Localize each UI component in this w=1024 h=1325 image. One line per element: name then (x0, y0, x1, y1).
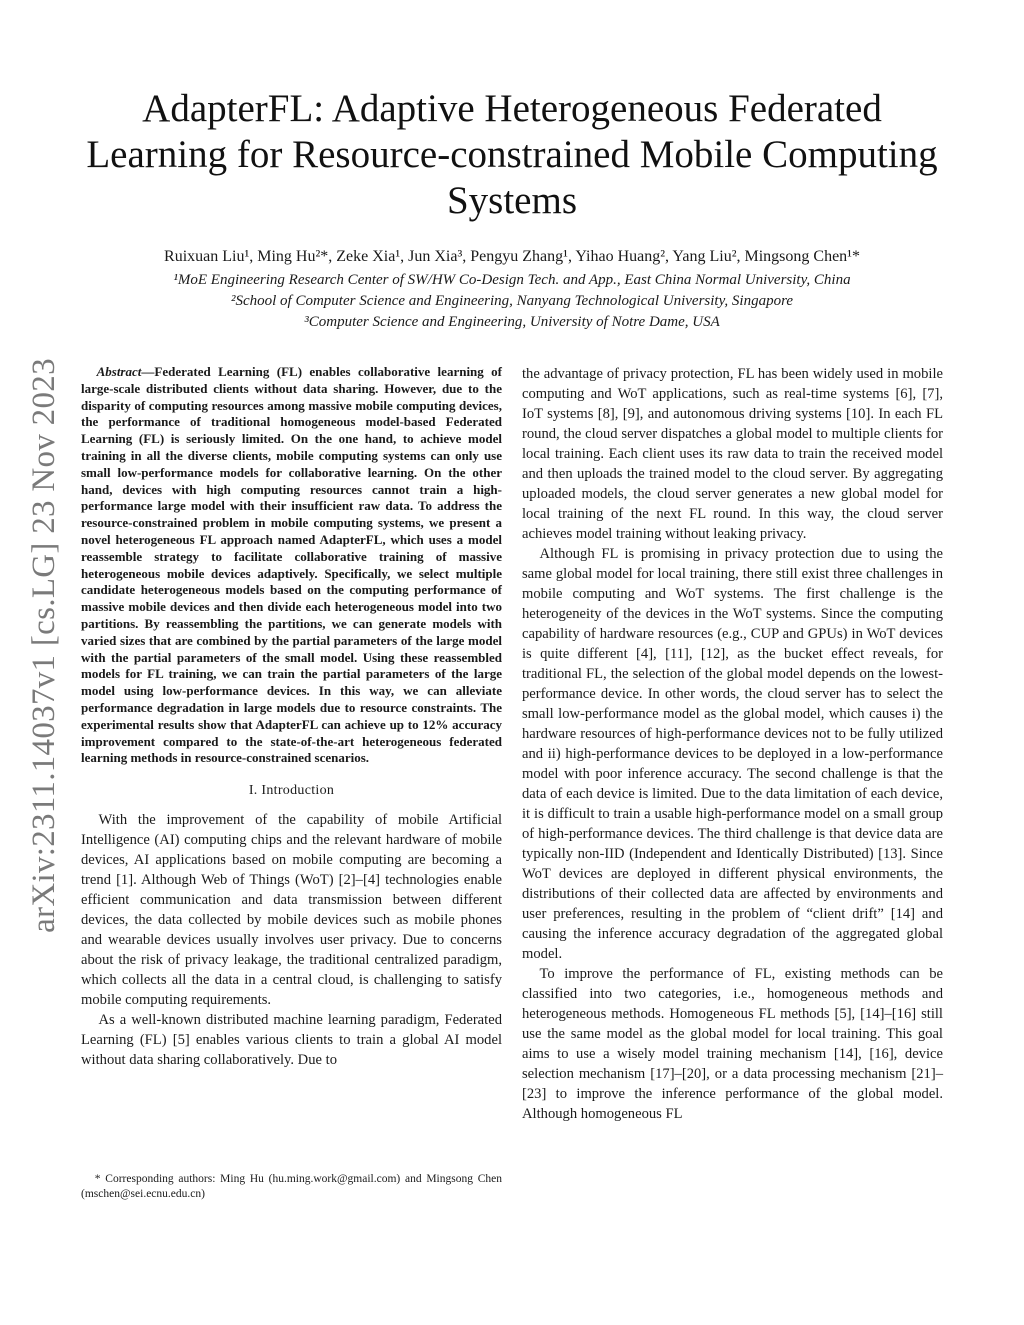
right-column (522, 364, 943, 1124)
arxiv-id-text: arXiv:2311.14037v1 [cs.LG] 23 Nov 2023 (25, 357, 62, 933)
affiliation-1: ¹MoE Engineering Research Center of SW/HW Co-Design Tech. and App., East China Normal University, China (173, 272, 851, 288)
right-paragraph-2: Although FL is promising in privacy protection due to using the same global model for local training, there still exist three challenges in mobile computing and WoT systems. The first challenge is the heterogeneity of the devices in the WoT systems. Since the computing capability of hardware resources (e.g., CUP and GPUs) in WoT devices is quite different [4], [11], [12], as the bucket effect reveals, for traditional FL, the selection of the global model depends on the lowest-performance device. In other words, the cloud server has to select the small low-performance model as the global model, which causes i) the hardware resources of high-performance devices not to be fully utilized and ii) high-performance devices to be deployed in a low-performance model with poor inference accuracy. The second challenge is that the data of each device is limited. Due to the data limitation of each device, it is difficult to train a usable high-performance model on a small group of high-performance devices. The third challenge is that device data are typically non-IID (Independent and Identically Distributed) [13]. Since WoT devices are deployed in different physical environments, the distributions of their collected data are affected by environments and user preferences, resulting in the problem of “client drift” [14] and causing the inference accuracy degradation of the aggregated global model. (522, 546, 943, 962)
intro-paragraph-1: With the improvement of the capability of mobile Artificial Intelligence (AI) computing chips and the relevant hardware of mobile devices, AI applications based on mobile computing are becoming a trend [1]. Although Web of Things (WoT) [2]–[4] technologies enable efficient communication and data transmission between different devices, the data collected by mobile devices such as mobile phones and wearable devices usually involves user privacy. Due to concerns about the risk of privacy leakage, the traditional centralized paradigm, which collects all the data in a central cloud, is challenging to satisfy mobile computing requirements. (81, 812, 502, 1009)
affiliation-2: ²School of Computer Science and Engineering, Nanyang Technological University, Singapore (230, 293, 794, 309)
paper-title: AdapterFL: Adaptive Heterogeneous Federated Learning for Resource-constrained Mobile Computing Systems (86, 87, 938, 222)
abstract-text: —Federated Learning (FL) enables collaborative learning of large-scale distributed clients without data sharing. However, due to the disparity of computing resources among massive mobile computing devices, the performance of traditional homogeneous model-based Federated Learning (FL) is seriously limited. On the one hand, to achieve model training in all the diverse clients, mobile computing systems can only use small low-performance models for collaborative learning. On the other hand, devices with high computing resources cannot train a high-performance large model with their insufficient raw data. To address the resource-constrained problem in mobile computing systems, we present a novel heterogeneous FL approach named AdapterFL, which uses a model reassemble strategy to facilitate collaborative training of massive heterogeneous mobile devices adaptively. Specifically, we select multiple candidate heterogeneous models based on the computing performance of massive mobile devices and then divide each heterogeneous model into two partitions. By reassembling the partitions, we can generate models with varied sizes that are combined by the partial parameters of the large model with the partial parameters of the small model. Using these reassembled models for FL training, we can train the partial parameters of the large model using low-performance devices. In this way, we can alleviate performance degradation in large models due to resource constraints. The experimental results show that AdapterFL can achieve up to 12% accuracy improvement compared to the state-of-the-art heterogeneous federated learning methods in resource-constrained scenarios. (81, 364, 502, 766)
right-paragraph-1: the advantage of privacy protection, FL has been widely used in mobile computing and WoT applications, such as real-time systems [6], [7], IoT systems [8], [9], and autonomous driving systems [10]. In each FL round, the cloud server dispatches a global model to multiple clients for local training. Each client uses its raw data to train the received model and then uploads the trained model to the cloud server. By aggregating uploaded models, the cloud server generates a new global model for local training of the next FL round. In this way, the cloud server achieves model training without leaking privacy. (522, 366, 943, 542)
left-column (81, 364, 502, 1070)
arxiv-identifier (25, 345, 62, 945)
footnote-corresponding-authors: * Corresponding authors: Ming Hu (hu.ming.work@gmail.com) and Mingsong Chen (mschen@sei.ecnu.edu.cn) (81, 1173, 502, 1200)
intro-paragraph-2: As a well-known distributed machine learning paradigm, Federated Learning (FL) [5] enables various clients to train a global AI model without data sharing collaboratively. Due to (81, 1012, 502, 1069)
section-heading-introduction: I. Introduction (248, 783, 335, 799)
affiliation-3: ³Computer Science and Engineering, University of Notre Dame, USA (304, 314, 720, 330)
author-list: Ruixuan Liu¹, Ming Hu²*, Zeke Xia¹, Jun Xia³, Pengyu Zhang¹, Yihao Huang², Yang Liu², Mingsong Chen¹* (164, 248, 860, 265)
abstract (81, 364, 502, 767)
abstract-label: Abstract (96, 364, 142, 379)
right-paragraph-3: To improve the performance of FL, existing methods can be classified into two categories, i.e., homogeneous methods and heterogeneous methods. Homogeneous FL methods [5], [14]–[16] still use the same model as the global model for local training. This goal aims to use a wisely model training mechanism [14], [16], device selection mechanism [17]–[20], or a data processing mechanism [21]–[23] to improve the inference performance of the global model. Although homogeneous FL (522, 966, 943, 1122)
